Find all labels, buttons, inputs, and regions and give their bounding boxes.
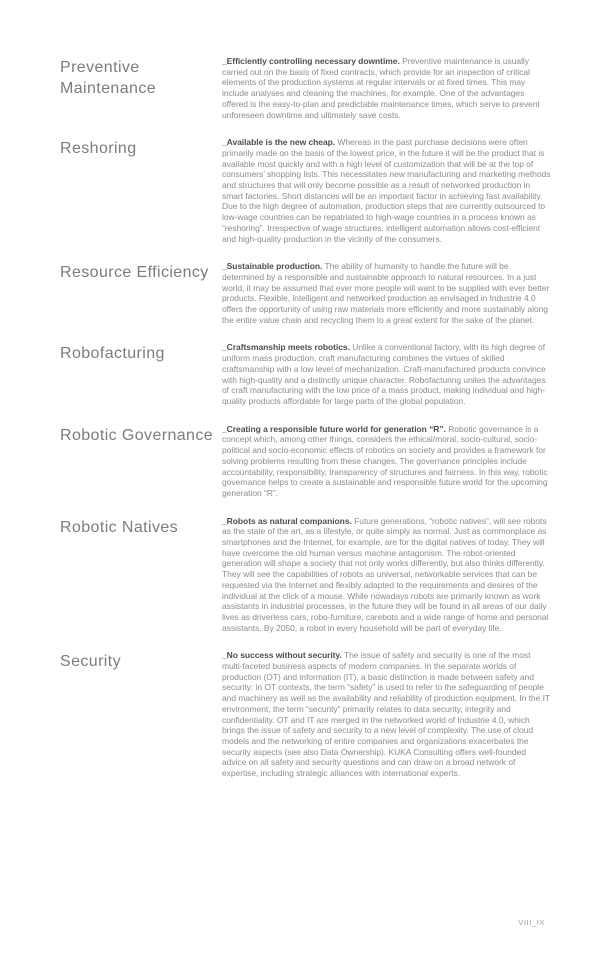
glossary-definition	[222, 424, 552, 499]
glossary-term: Reshoring	[60, 140, 137, 158]
glossary-term: Preventive Maintenance	[60, 59, 157, 97]
glossary-entry	[60, 261, 552, 325]
definition-lead-text: _Efficiently controlling necessary downtime.	[222, 56, 400, 66]
glossary-entry	[60, 342, 552, 406]
glossary-term: Robotic Governance	[60, 426, 214, 444]
glossary-definition	[222, 342, 552, 406]
page-number: VIII_IX	[518, 918, 545, 927]
definition-lead-text: _Robots as natural companions.	[222, 515, 352, 526]
definition-body-text: Unlike a conventional factory, with its high degree of uniform mass production, craft manufacturing combines the virtues of skilled craftsmanship with a low level of mechanization. Craft-manufactured products convince with high-quality and a distinctly unique character. Robofacturing unites the advantages of craft manufacturing with the low price of a mass product, making individual and high-quality products affordable for large parts of the global population.	[222, 342, 546, 406]
glossary-term: Resource Efficiency	[60, 264, 209, 282]
glossary-entry	[60, 56, 552, 120]
definition-lead-text: _Creating a responsible future world for generation “R”.	[222, 423, 446, 434]
definition-body-text: The issue of safety and security is one of the most multi-faceted business aspects of modern companies. In the separate worlds of production (OT) and information (IT), a basic distinction is made between safety and security: in OT contexts, the term “safety” is used to refer to the safeguarding of people and machinery as well as the availability and reliability of production equipment. In the IT environment, the term “security” primarily relates to data security, integrity and confidentiality. OT and IT are merged in the networked world of Industrie 4.0, which brings the issue of safety and security to a new level of complexity. The use of cloud models and the networking of entire companies and organizations exacerbates the security aspects (see also Data Ownership). KUKA Consulting offers well-founded advice on all safety and security questions and can draw on a broad network of expertise, including strategic alliances with international experts.	[222, 650, 550, 779]
glossary-definition	[222, 516, 552, 634]
glossary-entry	[60, 424, 552, 499]
definition-lead-text: _Craftsmanship meets robotics.	[222, 342, 350, 353]
definition-body-text: Robotic governance is a concept which, among other things, considers the ethical/moral, socio-cultural, socio-political and socio-economic effects of robotics on society and provides a framework for solving problems resulting from these changes. The governance principles include accountability, responsibility, transparency of structures and fairness. In this way, robotic governance helps to create a sustainable and responsible future world for the upcoming generation “R”.	[222, 423, 548, 498]
glossary-entry	[60, 516, 552, 634]
definition-lead-text: _No success without security.	[222, 650, 342, 661]
glossary-definition	[222, 137, 552, 244]
glossary-entry	[60, 650, 552, 778]
glossary-term: Robofacturing	[60, 345, 165, 363]
glossary-definition	[222, 650, 552, 778]
definition-body-text: The ability of humanity to handle the future will be determined by a responsible and sustainable approach to natural resources. In a just world, it may be assumed that ever more people will want to be supplied with ever better products. Flexible, intelligent and networked production as envisaged in Industrie 4.0 offers the opportunity of using raw materials more efficiently and more sustainably along the entire value chain and recycling them to a great extent for the sake of the planet.	[222, 261, 550, 325]
definition-lead-text: _Sustainable production.	[222, 261, 323, 272]
definition-body-text: Preventive maintenance is usually carried out on the basis of fixed contracts, which provide for an inspection of critical elements of the production systems at regular intervals or at fixed times. This may include analyses and cleaning the machines, for example. One of the advantages offered is the easy-to-plan and predictable maintenance times, which serve to prevent unforeseen downtime and ultimately save costs.	[222, 56, 540, 120]
definition-lead-text: _Available is the new cheap.	[222, 137, 336, 148]
glossary-definition	[222, 261, 552, 325]
glossary-term: Robotic Natives	[60, 518, 179, 536]
definition-body-text: Whereas in the past purchase decisions were often primarily made on the basis of the lowest price, in the future it will be the product that is available most quickly and with a high level of customization that will be at the top of consumers’ shopping lists. This necessitates new manufacturing and marketing methods and structures that will only become possible as a result of networked production in smart factories. Short distances will be an important factor in achieving fast availability. Due to the high degree of automation, production steps that are currently outsourced to low-wage countries can be repatriated to high-wage countries in a process known as “reshoring”. Irrespective of wage structures, intelligent automation allows cost-efficient and high-quality production in the vicinity of the consumers.	[222, 137, 551, 244]
glossary-entry	[60, 137, 552, 244]
glossary-term: Security	[60, 653, 121, 671]
definition-body-text: Future generations, “robotic natives”, will see robots as the state of the art, as a lifestyle, or quite simply as normal. Just as commonplace as smartphones and the Internet, for example, are for the digital natives of today. They will have overcome the old human versus machine antagonism. The robot-oriented generation will shape a society that not only works differently, but also thinks differently. They will see the capabilities of robots as universal, networkable services that can be requested via the Internet and flexibly adapted to the requirements and desires of the individual at the click of a mouse. While nowadays robots are primarily known as work assistants in industrial processes, in the future they will be found in all areas of our daily lives as driverless cars, robo-furniture, carebots and a wide range of home and personal assistants. By 2050, a robot in every household will be part of everyday life.	[222, 515, 549, 633]
glossary-definition	[222, 56, 552, 120]
glossary	[60, 56, 552, 796]
